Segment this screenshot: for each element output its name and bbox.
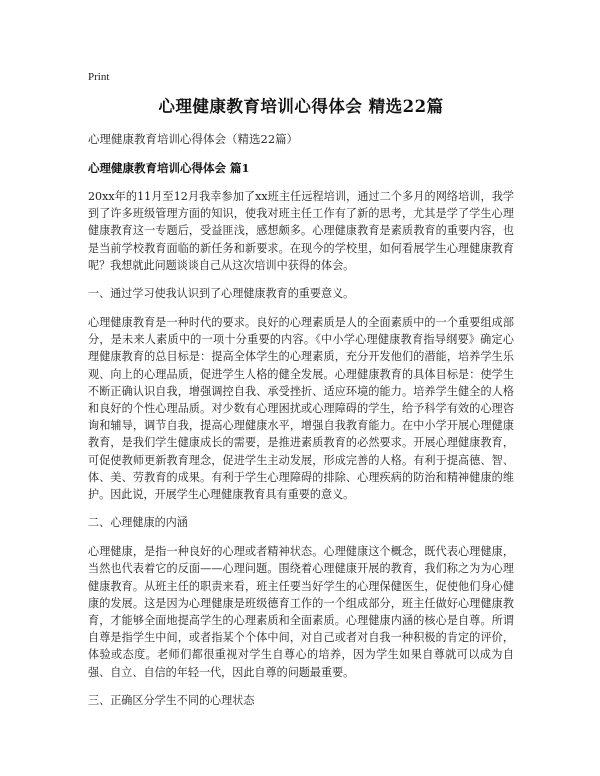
- paragraph-connotation: 心理健康，是指一种良好的心理或者精神状态。心理健康这个概念，既代表心理健康，当然也代表着它的反面——心理问题。围绕着心理健康开展的教育，我们称之为为心理健康教育。从班主任的职责来看，班主任要当好学生的心理保健医生，促使他们身心健康的发展。这是因为心理健康是班级德育工作的一个组成部分，班主任做好心理健康教育，才能够全面地提高学生的心理素质和全面素质。心理健康内涵的核心是自尊。所谓自尊是指学生中间，或者指某个个体中间，对自己或者对自我一种积极的肯定的评价，体验或态度。老师们都很重视对学生自尊心的培养，因为学生如果自尊就可以成为自强、自立、自信的年轻一代，因此自尊的问题最重要。: [88, 545, 514, 679]
- page-title: 心理健康教育培训心得体会 精选22篇: [158, 97, 444, 116]
- document-subtitle: 心理健康教育培训心得体会（精选22篇）: [88, 132, 299, 146]
- paragraph-importance: 心理健康教育是一种时代的要求。良好的心理素质是人的全面素质中的一个重要组成部分，是未来人素质中的一项十分重要的内容。《中小学心理健康教育指导纲要》确定心理健康教育的总目标是：提高全体学生的心理素质，充分开发他们的潜能，培养学生乐观、向上的心理品质，促进学生人格的健全发展。心理健康教育的具体目标是：使学生不断正确认识自我，增强调控自我、承受挫折、适应环境的能力。培养学生健全的人格和良好的个性心理品质。对少数有心理困扰或心理障碍的学生，给予科学有效的心理咨询和辅导，调节自我，提高心理健康水平，增强自我教育能力。在中小学开展心理健康教育，是我们学生健康成长的需要，是推进素质教育的必然要求。开展心理健康教育，可促使教师更新教育理念，促进学生主动发展，形成完善的人格。有利于提高德、智、体、美、劳教育的成果。有利于学生心理障碍的排除、心理疾病的防治和精神健康的维护。因此说，开展学生心理健康教育具有重要的意义。: [88, 316, 514, 502]
- heading-importance: 一、通过学习使我认识到了心理健康教育的重要意义。: [88, 287, 355, 301]
- print-label[interactable]: Print: [88, 71, 110, 83]
- heading-connotation: 二、心理健康的内涵: [88, 516, 188, 530]
- section-title: 心理健康教育培训心得体会 篇1: [88, 161, 250, 175]
- paragraph-intro: 20xx年的11月至12月我幸参加了xx班主任远程培训，通过二个多月的网络培训，我学到了许多班级管理方面的知识，使我对班主任工作有了新的思考，尤其是学了学生心理健康教育这一专题后，受益匪浅，感想颇多。心理健康教育是素质教育的重要内容，也是当前学校教育面临的新任务和新要求。在现今的学校里，如何看展学生心理健康教育呢？我想就此问题谈谈自己从这次培训中获得的体会。: [88, 190, 514, 272]
- heading-distinguish: 三、正确区分学生不同的心理状态: [88, 693, 255, 707]
